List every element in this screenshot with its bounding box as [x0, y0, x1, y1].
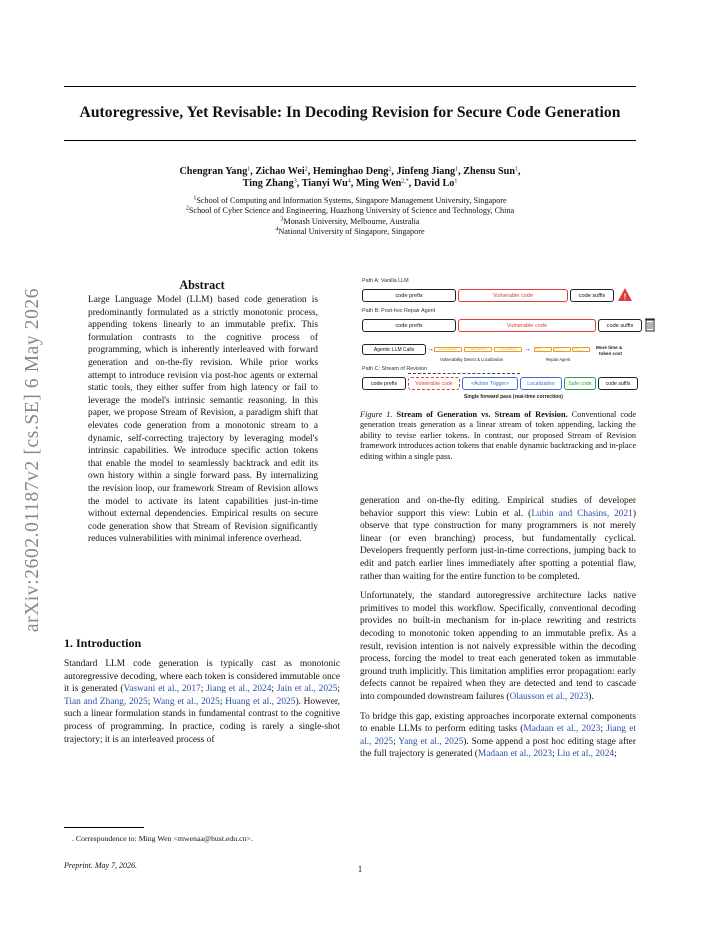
path-b-code-prefix: code prefix — [362, 319, 456, 332]
author-affiliation-mark: 1 — [455, 166, 459, 173]
affiliation-text: School of Computing and Information Systems, Singapore Management University, Singapore — [196, 196, 507, 205]
body-text: ). — [588, 691, 594, 702]
title-bottom-rule — [64, 140, 636, 141]
citation-link[interactable]: Jiang et al., 2024 — [206, 684, 272, 695]
figure-1-diagram — [360, 278, 640, 406]
path-c-action-trigger: <Action Trigger> — [462, 377, 518, 390]
warning-icon-glyph: ! — [623, 292, 627, 302]
backtrack-dashed-line — [408, 373, 520, 374]
path-b-label: Path B: Post-hoc Repair Agent — [362, 308, 436, 314]
affiliation-line — [64, 227, 636, 237]
path-c-vulnerable-code: Vulnerable code — [408, 377, 460, 390]
citation-link[interactable]: Olausson et al., 2023 — [509, 691, 589, 702]
citation-link[interactable]: Madaan et al., 2023 — [523, 724, 601, 735]
author-affiliation-mark: 4 — [347, 178, 351, 185]
citation-link[interactable]: Madaan et al., 2023 — [477, 749, 553, 760]
author-name: , Tianyi Wu — [296, 178, 348, 189]
path-c-localization: Localization — [520, 377, 562, 390]
author-affiliation-mark: 2,* — [401, 178, 409, 185]
author-name: , Heminghao Deng — [307, 166, 389, 177]
body-text: ). However, such a linear formulation stands in fundamental contrast to the cognitive process of programming. In practice, coding is rarely a single-shot trajectory; it is an interleaved process of — [64, 696, 340, 745]
agentic-llm-calls: Agentic LLM Calls — [362, 344, 426, 355]
body-text: ; — [337, 684, 341, 695]
path-c-safe-code: Safe code — [564, 377, 596, 390]
body-text: ). Some append a post hoc editing stage after the full trajectory is generated ( — [360, 736, 636, 760]
intro-paragraph-right-1 — [360, 495, 636, 583]
affiliation-mark: 1 — [193, 195, 197, 202]
author-name: , — [518, 166, 521, 177]
figure-1-caption — [360, 410, 636, 462]
page-number: 1 — [357, 864, 363, 874]
intro-paragraph-left — [64, 658, 340, 746]
code-matching-chip-4: code matching — [534, 347, 552, 352]
path-a-vulnerable-code: Vulnerable code — [458, 289, 568, 302]
preprint-date: Preprint. May 7, 2026. — [64, 861, 138, 870]
affiliation-text: School of Cyber Science and Engineering, Huazhong University of Science and Technology, China — [188, 206, 515, 216]
abstract-text: Large Language Model (LLM) based code generation is predominantly formulated as a strictly monotonic process, appending tokens linearly to an immutable prefix. This formulation contrasts to the cognitive process of programming, which is inherently interleaved with forward generation and on-the-fly revision. While prior works attempt to introduce revision via post-hoc agents or external static tools, they either suffer from high latency or fail to leverage the model's intrinsic semantic reasoning. In this paper, we propose Stream of Revision, a paradigm shift that elevates code generation from a monotonic stream to a dynamic, self-correcting trajectory by leveraging model's intrinsic capabilities. We introduce specific action tokens that enable the model to seamlessly backtrack and edit its own history within a single forward pass. By internalizing the revision loop, our framework Stream of Revision allows the model to activate its latent capabilities just-in-time without external dependencies. Empirical results on secure code generation show that Stream of Revision significantly reduces vulnerabilities with minimal inference overhead. — [88, 295, 318, 545]
abstract-heading: Abstract — [179, 278, 225, 292]
code-matching-chip-5: code matching — [553, 347, 571, 352]
arrow-icon: → — [427, 346, 434, 353]
affiliation-line — [64, 196, 636, 206]
footnote-rule — [64, 827, 144, 828]
introduction-heading: 1. Introduction — [64, 636, 142, 650]
more-time-label: More time & — [596, 345, 623, 350]
token-cost-label: token cost — [599, 351, 622, 356]
body-text: ; — [271, 684, 277, 695]
citation-link[interactable]: Jain et al., 2025 — [276, 684, 338, 695]
affiliation-text: National University of Singapore, Singapore — [278, 227, 425, 237]
path-a-code-suffix: code suffix — [570, 289, 614, 302]
authors-line-1 — [64, 166, 636, 178]
author-affiliation-mark: 1 — [515, 166, 518, 173]
citation-link[interactable]: Liu et al., 2024 — [557, 749, 615, 760]
body-text: ; — [219, 696, 226, 707]
trash-icon — [644, 316, 656, 332]
path-a-label: Path A: Vanilla LLM — [362, 278, 409, 284]
author-name: Chengran Yang — [179, 166, 248, 177]
affiliation-mark: 3 — [280, 216, 284, 223]
author-affiliation-mark: 2 — [304, 166, 308, 173]
body-text: Standard LLM code generation is typically cast as monotonic autoregressive decoding, where each token is considered immutable once it is generated ( — [64, 659, 340, 695]
affiliation-line — [64, 217, 636, 227]
path-c-label: Path C: Stream of Revision — [362, 366, 428, 372]
body-text: ; — [614, 749, 617, 760]
author-affiliation-mark: 1 — [454, 178, 458, 185]
path-a-code-prefix: code prefix — [362, 289, 456, 302]
title-top-rule — [64, 86, 636, 87]
body-text: ) observe that type construction for many programmers is not merely linear (or even branching) process, but fundamentally cyclical. Developers frequently perform just-in-time corrections, jumping back to edit and patch earlier lines immediately after spotting a potential flaw, rather than waiting for the entire function to be completed. — [360, 508, 636, 582]
single-pass-label: Single forward pass (real-time correction) — [464, 394, 563, 400]
intro-paragraph-right-3 — [360, 711, 636, 761]
code-matching-chip-2: code matching — [464, 347, 492, 352]
arrow-icon: → — [524, 346, 531, 353]
authors-line-2 — [64, 178, 636, 190]
citation-link[interactable]: Jiang et al., 2025 — [360, 724, 636, 747]
citation-link[interactable]: Lubin and Chasins, 2021 — [531, 508, 633, 519]
right-column-body — [360, 495, 636, 761]
path-b-vulnerable-code: Vulnerable code — [458, 319, 596, 332]
body-text: generation and on-the-fly editing. Empirical studies of developer behavior support this view: Lubin et al. ( — [360, 496, 636, 519]
caption-text: Conventional code generation treats generation as a linear stream of token appending, lacking the ability to revise earlier tokens. In contrast, our proposed Stream of Revision framework introduces action tokens that enable dynamic backtracking and in-place editing within a single pass. — [360, 410, 636, 461]
caption-label: Figure 1. — [360, 410, 393, 419]
citation-link[interactable]: Vaswani et al., 2017 — [123, 684, 201, 695]
author-name: , David Lo — [408, 178, 455, 189]
author-name: , Ming Wen — [350, 178, 402, 189]
affiliation-line — [64, 206, 636, 216]
author-name: , Zichao Wei — [250, 166, 305, 177]
path-b-code-suffix: code suffix — [598, 319, 642, 332]
author-name: , Jinfeng Jiang — [391, 166, 456, 177]
affiliations — [64, 196, 636, 238]
correspondence-footnote: . Correspondence to: Ming Wen <mwenaa@hust.edu.cn>. — [72, 834, 253, 843]
warning-icon — [617, 287, 633, 302]
citation-link[interactable]: Huang et al., 2025 — [225, 696, 296, 707]
author-affiliation-mark: 2 — [388, 166, 392, 173]
body-text: ; — [552, 749, 558, 760]
citation-link[interactable]: Yang et al., 2025 — [398, 736, 464, 747]
affiliation-text: Monash University, Melbourne, Australia — [283, 216, 420, 226]
citation-link[interactable]: Tian and Zhang, 2025 — [64, 696, 148, 707]
author-name: Ting Zhang — [242, 178, 294, 189]
paper-title: Autoregressive, Yet Revisable: In Decoding Revision for Secure Code Generation — [79, 104, 621, 121]
vuln-detect-label: Vulnerability Detect & Localization — [440, 357, 504, 362]
author-name: , Zhensu Sun — [458, 166, 515, 177]
citation-link[interactable]: Wang et al., 2025 — [152, 696, 220, 707]
arxiv-sidebar-stamp: arXiv:2602.01187v2 [cs.SE] 6 May 2026 — [22, 287, 43, 633]
body-text: ; — [600, 724, 607, 735]
author-affiliation-mark: 3 — [293, 178, 297, 185]
body-text: ; — [393, 736, 399, 747]
body-text: Unfortunately, the standard autoregressive architecture lacks native primitives to model this workflow. Specifically, conventional decoding provides no built-in mechanism for in-place rewriting and restricts decoding to monotonic token appending to an immutable prefix. As a result, revision intention is not naively expressible within the decoding process, forcing the model to treat each generated token as immutable ground truth implicitly. This limitation amplifies error propagation: early defects cannot be repaired when they are detected and tend to cascade into compounded downstream failures ( — [360, 591, 636, 702]
repair-agent-label: Repair Agent — [546, 357, 571, 362]
code-matching-chip-3: code matching — [494, 347, 522, 352]
path-c-code-suffix: code suffix — [598, 377, 638, 390]
affiliation-mark: 4 — [275, 226, 279, 233]
code-matching-chip-6: code matching — [572, 347, 590, 352]
body-text: ; — [200, 684, 207, 695]
affiliation-mark: 2 — [185, 205, 189, 212]
body-text: To bridge this gap, existing approaches incorporate external components to enable LLMs to perform editing tasks ( — [360, 711, 636, 735]
intro-paragraph-right-2 — [360, 590, 636, 703]
path-c-code-prefix: code prefix — [362, 377, 406, 390]
caption-title: Stream of Generation vs. Stream of Revision. — [396, 410, 568, 419]
author-affiliation-mark: 1 — [247, 166, 251, 173]
body-text: ; — [147, 696, 153, 707]
code-matching-chip-1: code matching — [434, 347, 462, 352]
